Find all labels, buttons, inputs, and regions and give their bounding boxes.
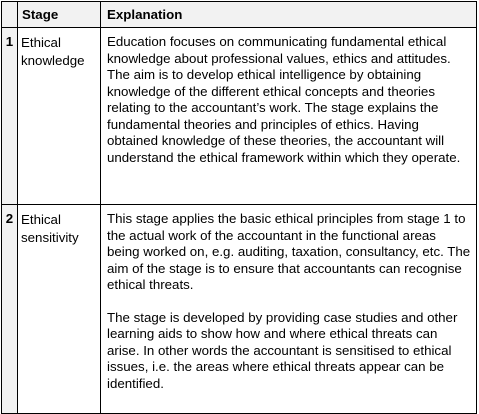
stage-name-cell: Ethical knowledge [18, 28, 101, 205]
table-row [2, 205, 477, 414]
explanation-paragraph: Education focuses on communicating fundamental ethical knowledge about professional values, ethics and attitudes. The aim is to develop ethical intelligence by obtaining knowledge of the different ethical concepts and theories relating to the accountant’s work. The stage explains the fundamental theories and principles of ethics. Having obtained knowledge of these theories, the accountant will understand the ethical framework within which they operate. [107, 34, 461, 165]
number-column-header [2, 2, 18, 28]
row-number: 1 [5, 34, 14, 49]
row-number-cell [2, 205, 18, 414]
explanation-paragraph: This stage applies the basic ethical principles from stage 1 to the actual work of the accountant in the functional areas being worked on, e.g. auditing, taxation, consultancy, etc. The aim of the stage is to ensure that accountants can recognise ethical threats. [107, 211, 471, 292]
table-row [2, 28, 477, 205]
explanation-paragraph: The stage is developed by providing case studies and other learning aids to show how and where ethical threats can arise. In other words the accountant is sensitised to ethical issues, i.e. the areas where ethical threats appear can be identified. [107, 309, 458, 391]
stages-table [1, 1, 477, 414]
stage-column-header: Stage [18, 2, 101, 28]
stage-name-cell: Ethical sensitivity [18, 205, 101, 414]
explanation-cell [101, 205, 477, 414]
row-number-cell [2, 28, 18, 205]
explanation-cell [101, 28, 477, 205]
table-header-row [2, 2, 477, 28]
explanation-column-header: Explanation [101, 2, 477, 28]
row-number: 2 [5, 211, 14, 226]
